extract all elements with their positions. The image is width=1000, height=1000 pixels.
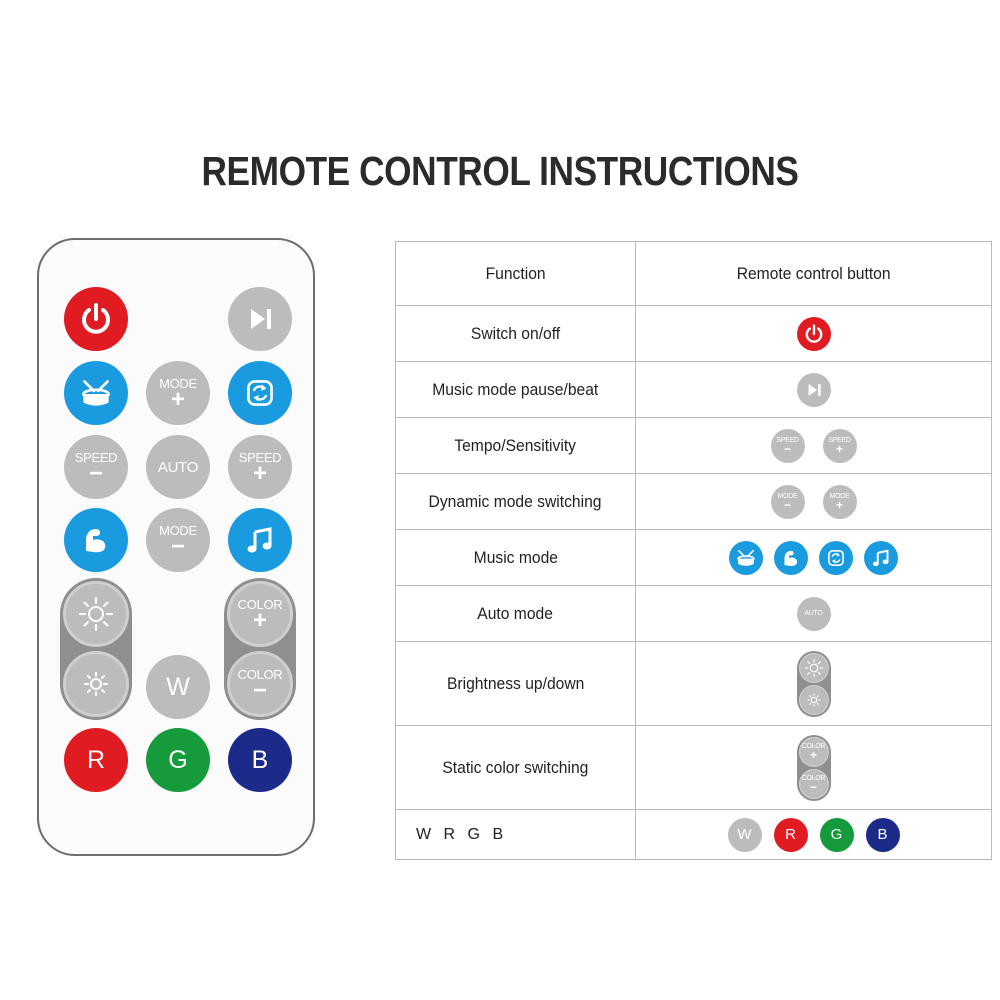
row-buttons: [636, 642, 992, 726]
row-buttons: [636, 530, 992, 586]
power-icon: [76, 299, 116, 339]
flex-arm-icon: [76, 520, 116, 560]
header-remote-button: Remote control button: [636, 242, 992, 306]
color-rocker: [224, 578, 296, 720]
row-label: Brightness up/down: [396, 642, 636, 726]
color-minus-icon: COLOR −: [799, 769, 829, 799]
minus-sign: −: [252, 676, 267, 704]
speed-label: SPEED: [238, 449, 282, 465]
brightness-up-icon: [799, 653, 829, 683]
mode-plus-icon: MODE +: [823, 485, 857, 519]
music-mode-note-button[interactable]: [228, 508, 292, 572]
color-label: COLOR: [237, 666, 283, 682]
remote-control: [37, 238, 315, 856]
white-button[interactable]: [146, 655, 210, 719]
table-row: [396, 362, 992, 418]
auto-button[interactable]: [146, 435, 210, 499]
table-row: [396, 418, 992, 474]
table-row: [396, 474, 992, 530]
row-label: Tempo/Sensitivity: [396, 418, 636, 474]
row-label: Auto mode: [396, 586, 636, 642]
row-buttons: [636, 362, 992, 418]
music-note-icon: [864, 541, 898, 575]
auto-label: AUTO: [157, 458, 199, 476]
mode-label: MODE: [159, 375, 197, 391]
music-mode-drum-button[interactable]: [64, 361, 128, 425]
color-plus-button[interactable]: [227, 581, 293, 647]
blue-icon: B: [866, 818, 900, 852]
color-rocker-icon: [797, 735, 831, 801]
speed-label: SPEED: [74, 449, 118, 465]
row-buttons: [636, 306, 992, 362]
brightness-up-icon: [76, 594, 116, 634]
mode-plus-button[interactable]: [146, 361, 210, 425]
blue-label: B: [251, 745, 269, 774]
brightness-up-button[interactable]: [63, 581, 129, 647]
play-pause-button[interactable]: [228, 287, 292, 351]
row-buttons: [636, 586, 992, 642]
table-row: [396, 530, 992, 586]
color-minus-button[interactable]: [227, 651, 293, 717]
brightness-rocker: [60, 578, 132, 720]
green-button[interactable]: [146, 728, 210, 792]
color-label: COLOR: [237, 596, 283, 612]
drum-icon: [75, 372, 117, 414]
row-buttons: [636, 474, 992, 530]
red-button[interactable]: [64, 728, 128, 792]
plus-sign: +: [252, 459, 267, 487]
power-icon: [797, 317, 831, 351]
brightness-rocker-icon: [797, 651, 831, 717]
table-row: [396, 726, 992, 810]
row-label: Music mode: [396, 530, 636, 586]
cycle-icon: [239, 372, 281, 414]
flex-arm-icon: [774, 541, 808, 575]
row-label: Switch on/off: [396, 306, 636, 362]
red-icon: R: [774, 818, 808, 852]
auto-icon: AUTO: [797, 597, 831, 631]
green-label: G: [168, 745, 188, 774]
music-note-icon: [240, 520, 280, 560]
mode-label: MODE: [159, 522, 197, 538]
green-icon: G: [820, 818, 854, 852]
speed-plus-button[interactable]: [228, 435, 292, 499]
speed-minus-button[interactable]: [64, 435, 128, 499]
row-label: Dynamic mode switching: [396, 474, 636, 530]
music-mode-cycle-button[interactable]: [228, 361, 292, 425]
table-header-row: [396, 242, 992, 306]
drum-icon: [729, 541, 763, 575]
table-row: [396, 306, 992, 362]
brightness-down-icon: [799, 685, 829, 715]
red-label: R: [86, 745, 106, 774]
color-plus-icon: COLOR +: [799, 737, 829, 767]
row-label: Static color switching: [396, 726, 636, 810]
table-row: [396, 642, 992, 726]
header-function: Function: [396, 242, 636, 306]
blue-button[interactable]: [228, 728, 292, 792]
mode-minus-icon: MODE −: [771, 485, 805, 519]
row-buttons: [636, 726, 992, 810]
mode-minus-button[interactable]: [146, 508, 210, 572]
row-buttons: [636, 418, 992, 474]
page-title: REMOTE CONTROL INSTRUCTIONS: [201, 148, 799, 194]
row-buttons: [636, 810, 992, 860]
function-table: [395, 241, 992, 860]
brightness-down-icon: [76, 664, 116, 704]
speed-minus-icon: SPEED −: [771, 429, 805, 463]
brightness-down-button[interactable]: [63, 651, 129, 717]
white-label: W: [166, 672, 190, 701]
speed-plus-icon: SPEED +: [823, 429, 857, 463]
plus-sign: +: [252, 606, 267, 634]
play-pause-icon: [797, 373, 831, 407]
white-icon: W: [728, 818, 762, 852]
minus-sign: −: [88, 459, 103, 487]
cycle-icon: [819, 541, 853, 575]
music-mode-flex-button[interactable]: [64, 508, 128, 572]
table-row: [396, 586, 992, 642]
plus-sign: +: [170, 385, 185, 413]
play-pause-icon: [240, 299, 280, 339]
row-label: Music mode pause/beat: [396, 362, 636, 418]
power-button[interactable]: [64, 287, 128, 351]
minus-sign: −: [170, 532, 185, 560]
row-label: W R G B: [396, 810, 636, 860]
table-row: [396, 810, 992, 860]
